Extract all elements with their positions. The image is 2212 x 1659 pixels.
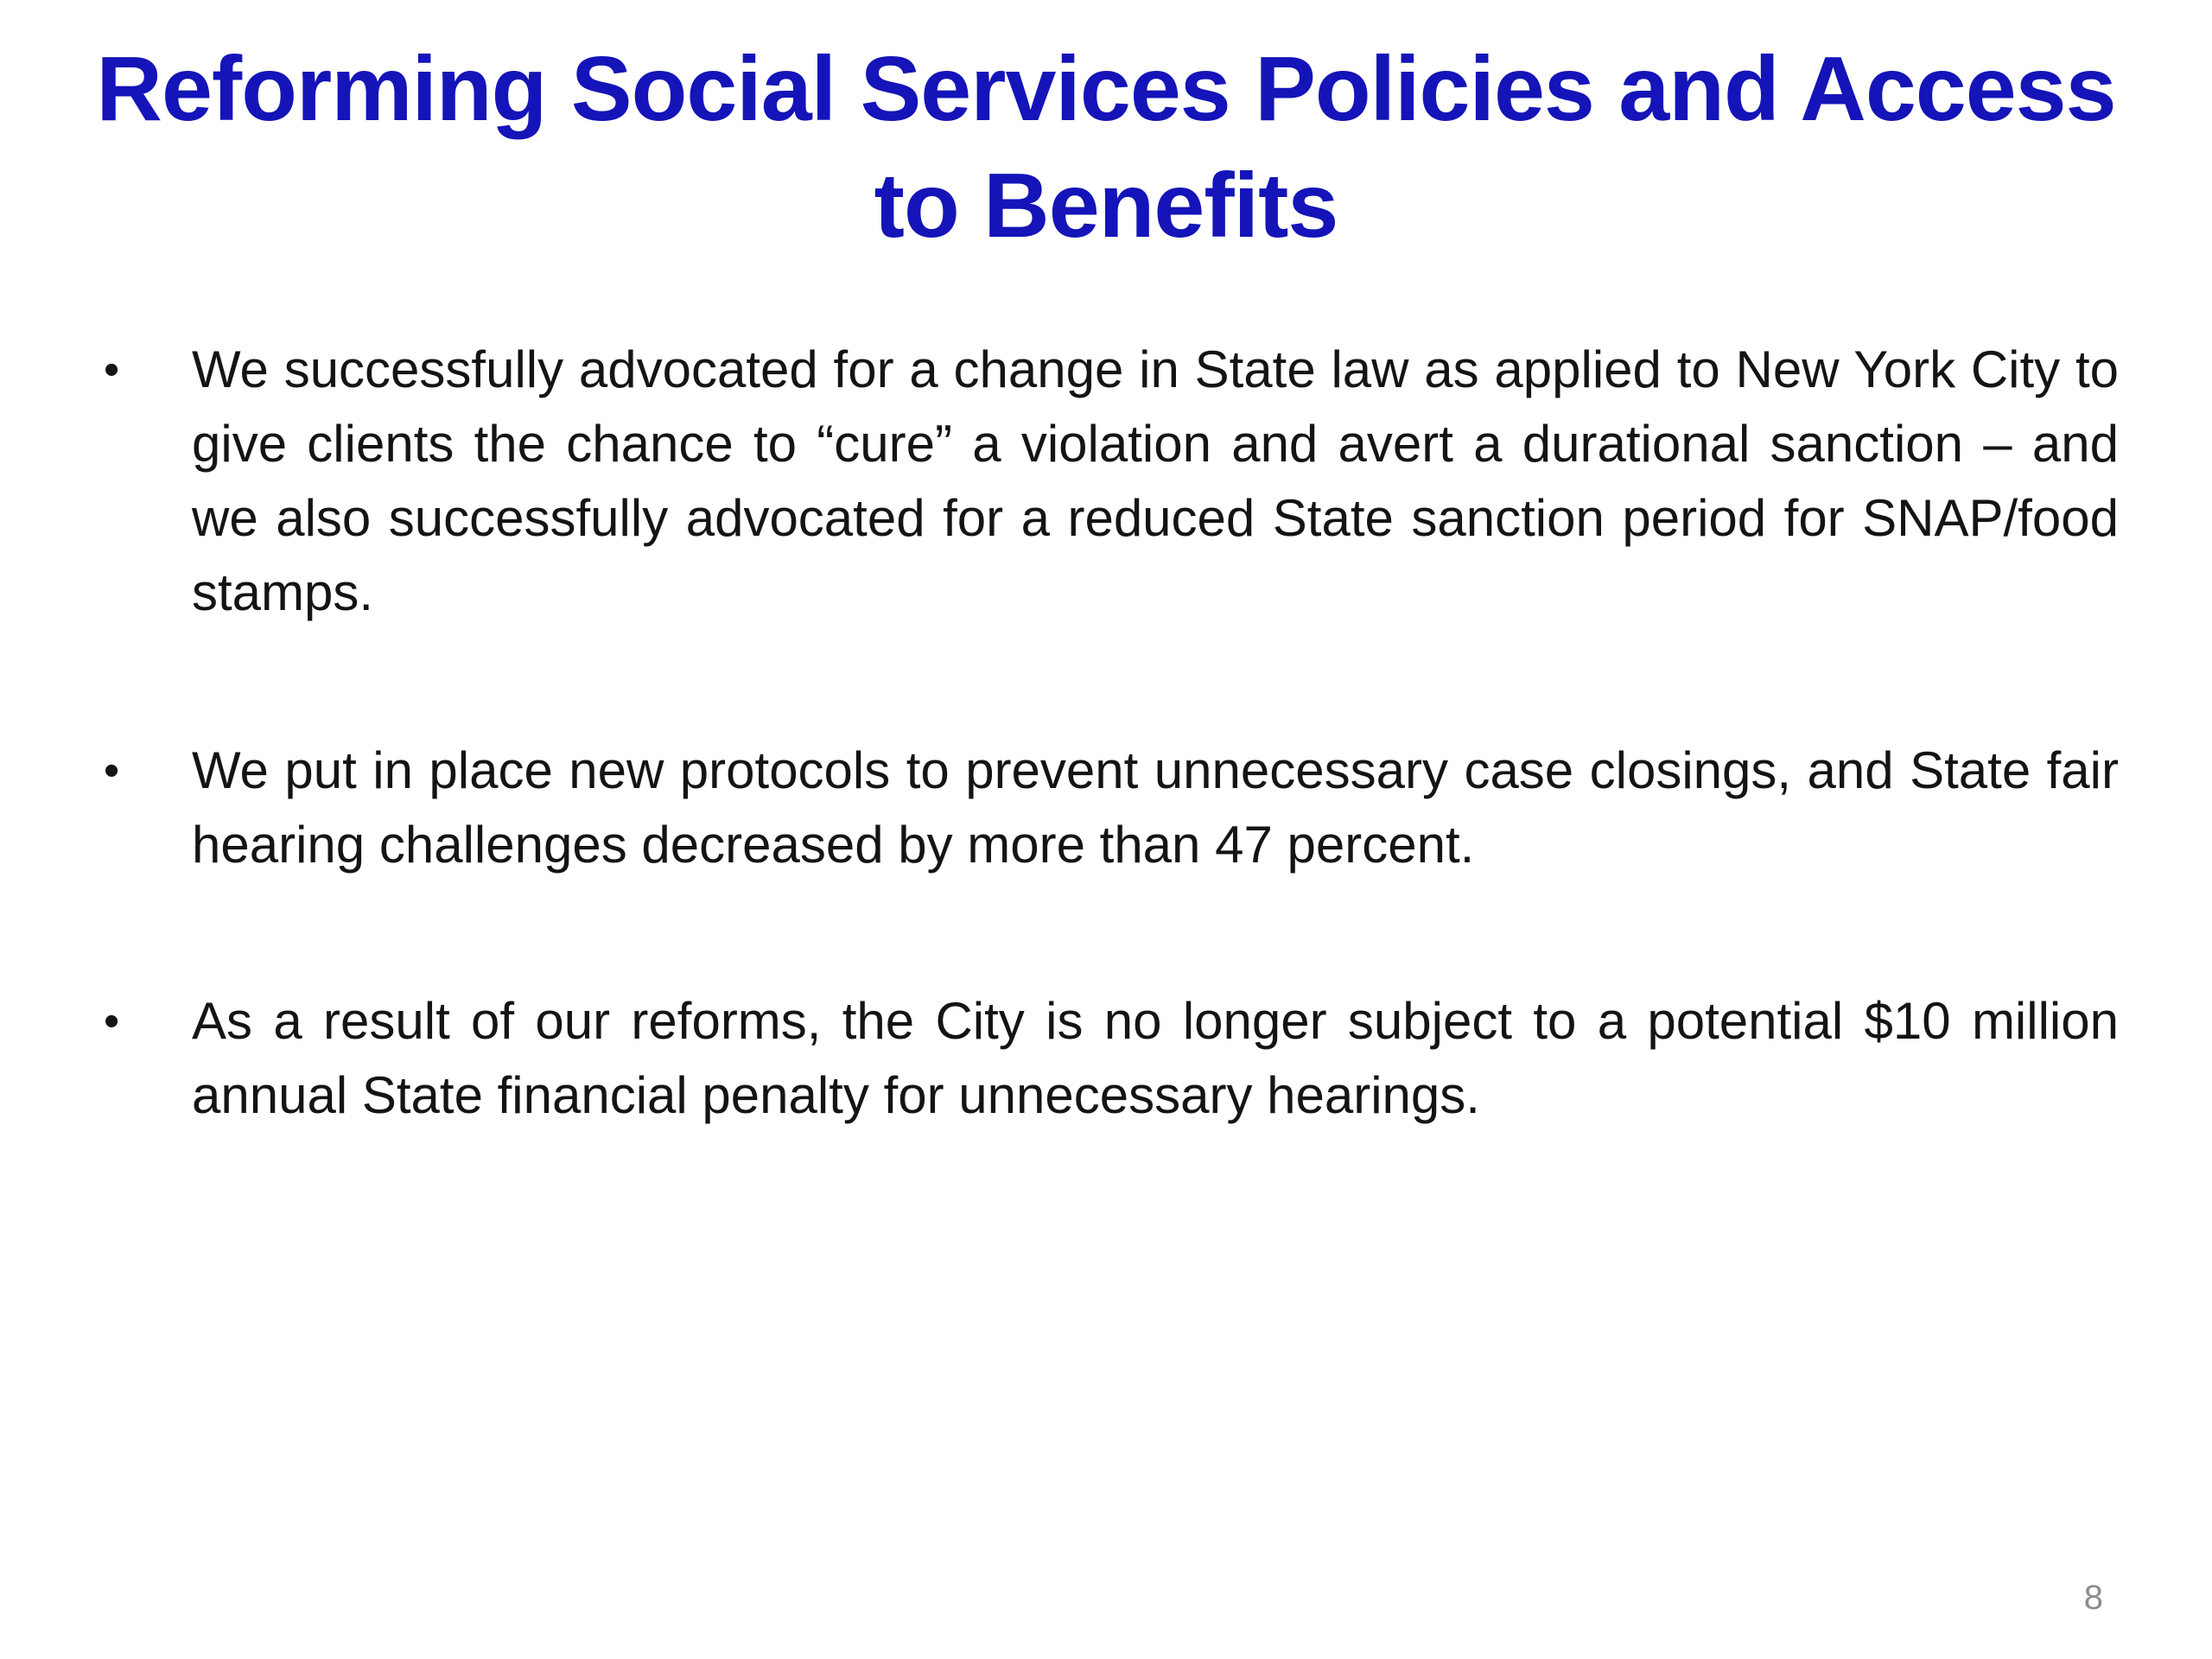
bullet-dot-icon: • [104,345,120,395]
slide-title: Reforming Social Services Policies and Access to Benefits [96,38,2116,257]
bullet-text: We put in place new protocols to prevent unnecessary case closings, and State fair hearing challenges decreased by more than 47 percent. [192,741,2119,874]
bullet-dot-icon: • [104,746,120,796]
bullet-list [97,333,2119,1236]
bullet-dot-icon: • [104,996,120,1046]
bullet-item-penalty [97,984,2119,1133]
bullet-text: As a result of our reforms, the City is no longer subject to a potential $10 million annual State financial penalty for unnecessary hearings. [192,992,2119,1124]
page-number: 8 [2083,1579,2103,1617]
bullet-text: We successfully advocated for a change in State law as applied to New York City to give clients the chance to “cure” a violation and avert a durational sanction – and we also successfully advocated for a reduced State sanction period for SNAP/food stamps. [192,340,2119,621]
bullet-item-protocols [97,734,2119,882]
bullet-item-advocacy [97,333,2119,630]
